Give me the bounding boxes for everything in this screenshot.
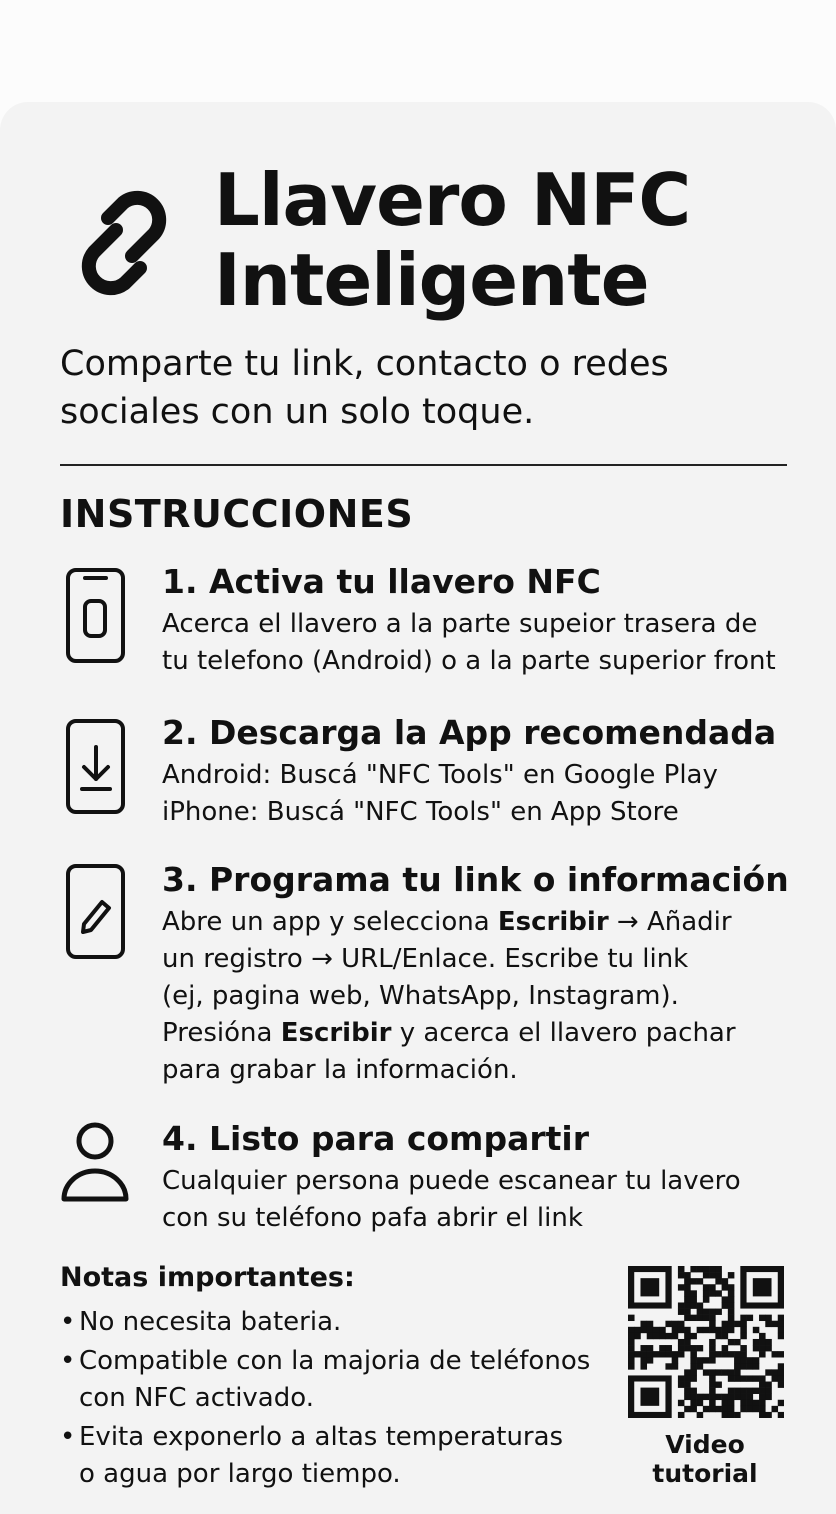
step-3-title: 3. Programa tu link o información (162, 860, 789, 899)
note-item: • No necesita bateria. (60, 1304, 620, 1341)
note-item: • Compatible con la majoria de teléfonos con NFC activado. (60, 1343, 620, 1417)
divider (60, 464, 787, 466)
step-4-text: Cualquier persona puede escanear tu lavero con su teléfono pafa abrir el link (162, 1166, 741, 1233)
qr-label: Video tutorial (652, 1430, 758, 1488)
user-icon (60, 1119, 132, 1219)
step-1-text: Acerca el llavero a la parte supeior trasera de tu telefono (Android) o a la parte superior front (162, 609, 776, 676)
page-title: Llavero NFC Inteligente (214, 158, 691, 322)
phone-edit-icon (60, 862, 132, 962)
note-item: • Evita exponerlo a altas temperaturas o agua por largo tiempo. (60, 1419, 620, 1493)
qr-code-icon[interactable] (628, 1266, 784, 1418)
instructions-heading: INSTRUCCIONES (60, 492, 414, 536)
notes-heading: Notas importantes: (60, 1262, 355, 1293)
phone-download-icon (60, 717, 132, 817)
step-4-title: 4. Listo para compartir (162, 1119, 589, 1158)
step-3-text: Abre un app y selecciona Escribir → Añadir un registro → URL/Enlace. Escribe tu link (ej, pagina web, WhatsApp, Instagram). Presióna Escribir y acerca el llavero pachar para grabar la información. (162, 907, 736, 1085)
phone-nfc-icon (60, 566, 132, 666)
step-2-text: Android: Buscá "NFC Tools" en Google Play iPhone: Buscá "NFC Tools" en App Store (162, 760, 718, 827)
notes-list (60, 1304, 620, 1495)
step-2-title: 2. Descarga la App recomendada (162, 713, 777, 752)
subtitle: Comparte tu link, contacto o redes sociales con un solo toque. (60, 344, 669, 432)
link-chain-icon (58, 178, 190, 308)
step-1-title: 1. Activa tu llavero NFC (162, 562, 601, 601)
